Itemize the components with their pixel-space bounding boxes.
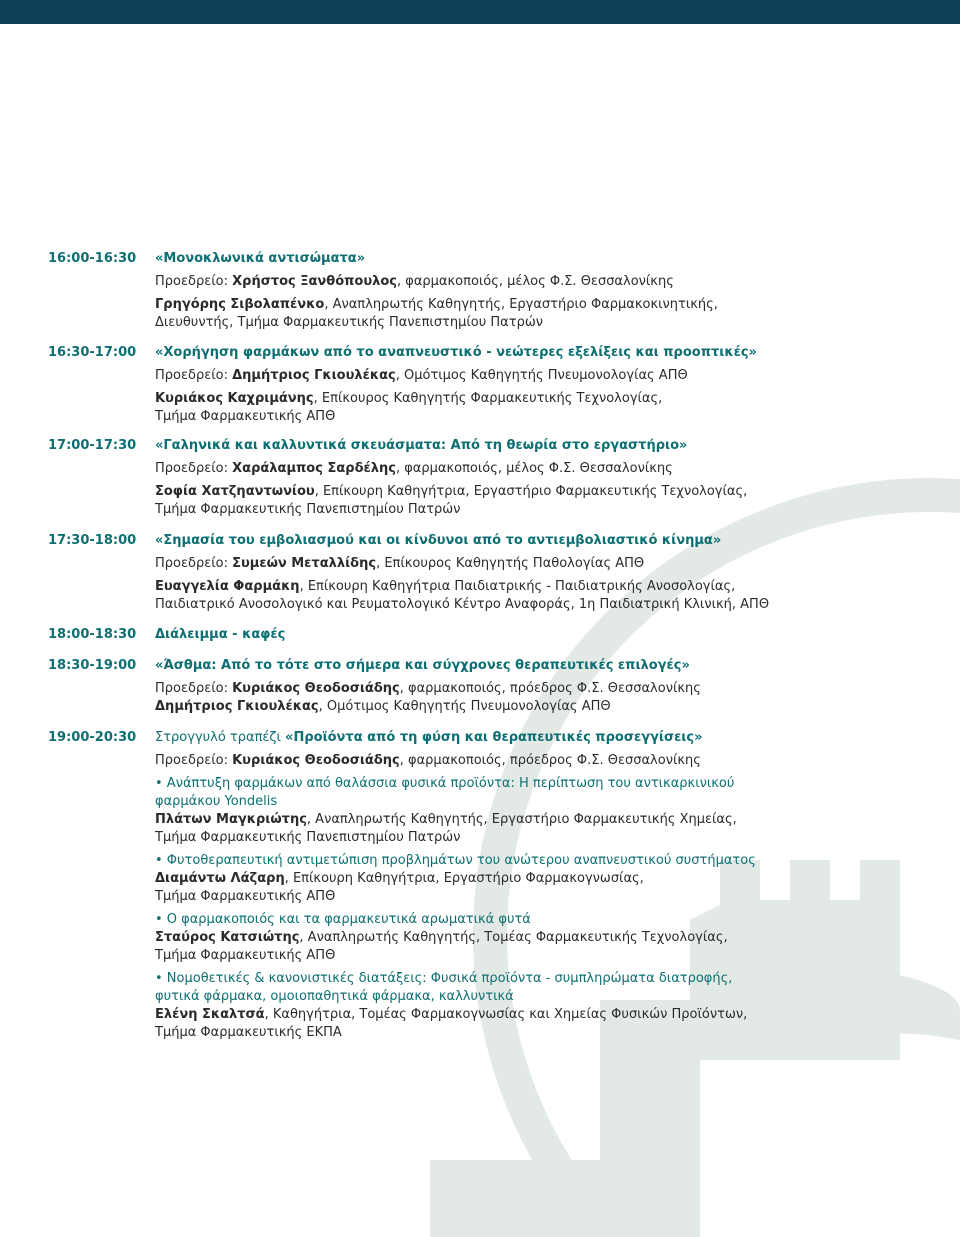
speaker-line: Ευαγγελία Φαρμάκη, Επίκουρη Καθηγήτρια Παιδιατρικής - Παιδιατρικής Ανοσολογίας, — [155, 579, 736, 594]
session-title: «Χορήγηση φαρμάκων από το αναπνευστικό - νεώτερες εξελίξεις και προοπτικές» — [155, 345, 757, 360]
speaker-line: Κυριάκος Καχριμάνης, Επίκουρος Καθηγητής Φαρμακευτικής Τεχνολογίας, — [155, 391, 663, 406]
speaker-line: Σταύρος Κατσιώτης, Αναπληρωτής Καθηγητής, Τομέας Φαρμακευτικής Τεχνολογίας, — [155, 930, 728, 945]
session-title: «Σημασία του εμβολιασμού και οι κίνδυνοι από το αντιεμβολιαστικό κίνημα» — [155, 533, 722, 548]
topic-title: • Νομοθετικές & κανονιστικές διατάξεις: Φυσικά προϊόντα - συμπληρώματα διατροφής, — [155, 971, 733, 986]
session-title: «Άσθμα: Από το τότε στο σήμερα και σύγχρονες θεραπευτικές επιλογές» — [155, 658, 690, 673]
chair-line: Προεδρείο: Κυριάκος Θεοδοσιάδης, φαρμακοποιός, πρόεδρος Φ.Σ. Θεσσαλονίκης — [155, 681, 701, 696]
chair-line: Προεδρείο: Χρήστος Ξανθόπουλος, φαρμακοποιός, μέλος Φ.Σ. Θεσσαλονίκης — [155, 274, 674, 289]
speaker-affiliation: Τμήμα Φαρμακευτικής ΑΠΘ — [155, 889, 336, 904]
speaker-affiliation: Τμήμα Φαρμακευτικής Πανεπιστημίου Πατρών — [155, 502, 461, 517]
speaker-affiliation: Τμήμα Φαρμακευτικής Πανεπιστημίου Πατρών — [155, 830, 461, 845]
chair-line: Προεδρείο: Κυριάκος Θεοδοσιάδης, φαρμακοποιός, πρόεδρος Φ.Σ. Θεσσαλονίκης — [155, 753, 701, 768]
topic-2 — [155, 852, 945, 906]
session-time: 19:00-20:30 — [48, 730, 137, 745]
session-title: Στρογγυλό τραπέζι «Προϊόντα από τη φύση και θεραπευτικές προσεγγίσεις» — [155, 730, 703, 745]
speaker-line: Πλάτων Μαγκριώτης, Αναπληρωτής Καθηγητής, Εργαστήριο Φαρμακευτικής Χημείας, — [155, 812, 737, 827]
speaker-affiliation: Παιδιατρικό Ανοσολογικό και Ρευματολογικό Κέντρο Αναφοράς, 1η Παιδιατρική Κλινική, ΑΠΘ — [155, 597, 770, 612]
session-time: 16:30-17:00 — [48, 345, 137, 360]
session-time: 18:00-18:30 — [48, 627, 137, 642]
speaker-affiliation: Διευθυντής, Τμήμα Φαρμακευτικής Πανεπιστημίου Πατρών — [155, 315, 543, 330]
speaker-line: Ελένη Σκαλτσά, Καθηγήτρια, Τομέας Φαρμακογνωσίας και Χημείας Φυσικών Προϊόντων, — [155, 1007, 748, 1022]
session-title: «Γαληνικά και καλλυντικά σκευάσματα: Από τη θεωρία στο εργαστήριο» — [155, 438, 688, 453]
session-time: 17:30-18:00 — [48, 533, 137, 548]
topic-title: • Ανάπτυξη φαρμάκων από θαλάσσια φυσικά προϊόντα: Η περίπτωση του αντικαρκινικού — [155, 776, 735, 791]
topic-title-cont: φυτικά φάρμακα, ομοιοπαθητικά φάρμακα, καλλυντικά — [155, 989, 514, 1004]
speaker-line: Διαμάντω Λάζαρη, Επίκουρη Καθηγήτρια, Εργαστήριο Φαρμακογνωσίας, — [155, 871, 644, 886]
chair-line-2: Δημήτριος Γκιουλέκας, Ομότιμος Καθηγητής Πνευμονολογίας ΑΠΘ — [155, 699, 611, 714]
session-time: 17:00-17:30 — [48, 438, 137, 453]
topic-3 — [155, 911, 945, 965]
speaker-affiliation: Τμήμα Φαρμακευτικής ΑΠΘ — [155, 409, 336, 424]
speaker-line: Σοφία Χατζηαντωνίου, Επίκουρη Καθηγήτρια, Εργαστήριο Φαρμακευτικής Τεχνολογίας, — [155, 484, 748, 499]
session-title: Διάλειμμα - καφές — [155, 627, 286, 642]
session-time: 16:00-16:30 — [48, 251, 137, 266]
topic-title: • Φυτοθεραπευτική αντιμετώπιση προβλημάτων του ανώτερου αναπνευστικού συστήματος — [155, 853, 756, 868]
speaker-affiliation: Τμήμα Φαρμακευτικής ΑΠΘ — [155, 948, 336, 963]
chair-line: Προεδρείο: Δημήτριος Γκιουλέκας, Ομότιμος Καθηγητής Πνευμονολογίας ΑΠΘ — [155, 368, 688, 383]
speaker-affiliation: Τμήμα Φαρμακευτικής ΕΚΠΑ — [155, 1025, 342, 1040]
topic-title: • Ο φαρμακοποιός και τα φαρμακευτικά αρωματικά φυτά — [155, 912, 531, 927]
chair-line: Προεδρείο: Συμεών Μεταλλίδης, Επίκουρος Καθηγητής Παθολογίας ΑΠΘ — [155, 556, 645, 571]
topic-title-cont: φαρμάκου Yondelis — [155, 794, 278, 809]
speaker-line: Γρηγόρης Σιβολαπένκο, Αναπληρωτής Καθηγητής, Εργαστήριο Φαρμακοκινητικής, — [155, 297, 718, 312]
session-time: 18:30-19:00 — [48, 658, 137, 673]
session-title: «Μονοκλωνικά αντισώματα» — [155, 251, 366, 266]
chair-line: Προεδρείο: Χαράλαμπος Σαρδέλης, φαρμακοποιός, μέλος Φ.Σ. Θεσσαλονίκης — [155, 461, 673, 476]
topic-1 — [155, 775, 945, 847]
topic-4 — [155, 970, 945, 1042]
